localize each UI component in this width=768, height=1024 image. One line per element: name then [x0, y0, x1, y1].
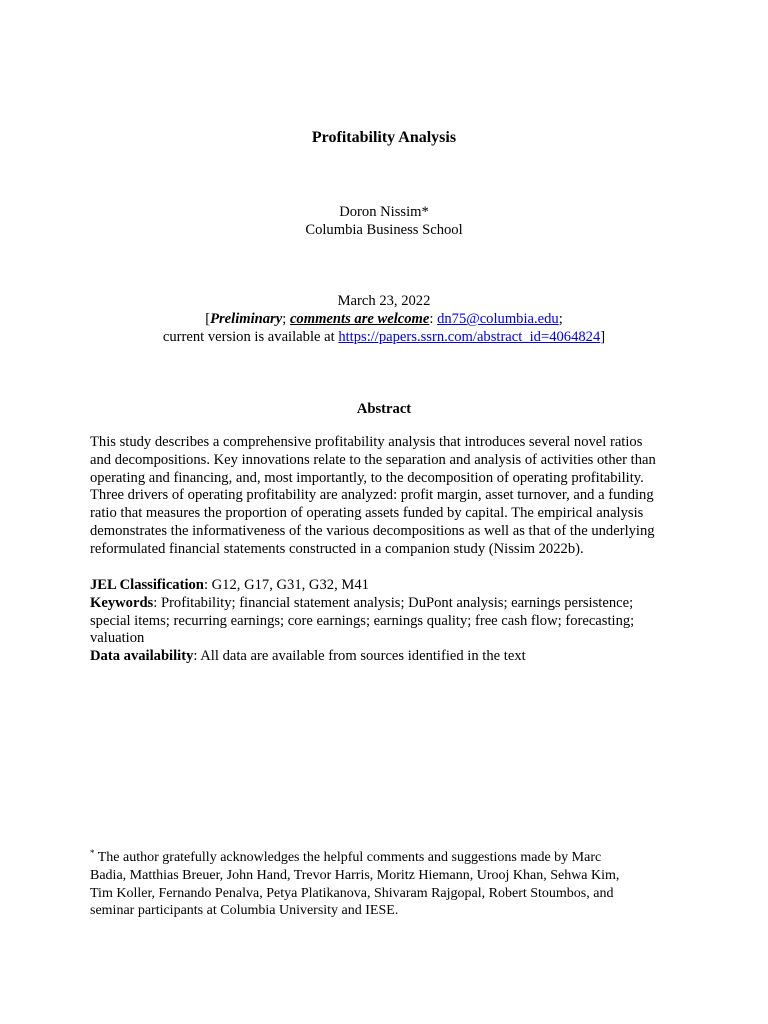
author-affiliation: Columbia Business School: [305, 222, 463, 238]
footnote: [90, 845, 690, 920]
keywords-continued: special items; recurring earnings; core earnings; earnings quality; free cash flow; forecasting;: [90, 612, 635, 629]
abstract-line: operating and financing, and, most importantly, to the decomposition of operating profitability.: [90, 469, 644, 486]
status-separator: ;: [282, 311, 290, 327]
abstract-line: Three drivers of operating profitability are analyzed: profit margin, asset turnover, and a funding: [90, 487, 654, 504]
jel-label: JEL Classification: [90, 577, 204, 593]
data-availability-value: : All data are available from sources identified in the text: [193, 648, 526, 665]
preliminary-label: Preliminary: [210, 311, 283, 327]
data-availability: [90, 648, 690, 666]
comments-welcome-label: comments are welcome: [289, 311, 430, 327]
footnote-text: The author gratefully acknowledges the helpful comments and suggestions made by Marc: [94, 850, 602, 865]
close-bracket: ]: [600, 329, 606, 345]
footnote-line: seminar participants at Columbia University and IESE.: [90, 903, 399, 919]
abstract-body: [90, 434, 690, 559]
status-separator-colon: :: [429, 311, 438, 327]
data-availability-label: Data availability: [90, 648, 194, 665]
open-bracket: [: [205, 311, 211, 327]
footnote-line: Badia, Matthias Breuer, John Hand, Trevor Harris, Moritz Hiemann, Urooj Khan, Sehwa Kim,: [90, 867, 620, 883]
status-line: [0, 310, 768, 328]
abstract-line: ratio that measures the proportion of operating assets funded by capital. The empirical analysis: [90, 505, 644, 522]
version-prefix: current version is available at: [162, 329, 339, 345]
email-link[interactable]: dn75@columbia.edu: [437, 311, 559, 327]
author-name: Doron Nissim*: [339, 204, 429, 220]
keywords-continued: valuation: [90, 630, 145, 647]
abstract-line: This study describes a comprehensive profitability analysis that introduces several novel ratios: [90, 434, 643, 450]
footnote-line: [90, 845, 690, 867]
keywords-value: : Profitability; financial statement analysis; DuPont analysis; earnings persistence;: [153, 594, 634, 611]
status-separator-semicolon: ;: [558, 311, 563, 327]
jel-classification: [90, 577, 690, 595]
abstract-line: and decompositions. Key innovations relate to the separation and analysis of activities other than: [90, 451, 656, 468]
ssrn-link[interactable]: https://papers.ssrn.com/abstract_id=4064824: [338, 329, 601, 345]
keywords-label: Keywords: [90, 594, 154, 611]
paper-metadata: [90, 577, 690, 666]
abstract-heading: Abstract: [356, 401, 412, 417]
footnote-marker: *: [90, 848, 95, 858]
jel-value: : G12, G17, G31, G32, M41: [203, 577, 369, 593]
abstract-line: demonstrates the informativeness of the various decompositions as well as that of the underlying: [90, 522, 655, 539]
paper-title: Profitability Analysis: [311, 129, 457, 146]
footnote-line: Tim Koller, Fernando Penalva, Petya Platikanova, Shivaram Rajgopal, Robert Stoumbos, and: [90, 885, 614, 901]
version-line: [0, 328, 768, 346]
paper-date: March 23, 2022: [337, 293, 431, 309]
keywords: [90, 595, 690, 613]
abstract-line: reformulated financial statements constructed in a companion study (Nissim 2022b).: [90, 540, 584, 557]
